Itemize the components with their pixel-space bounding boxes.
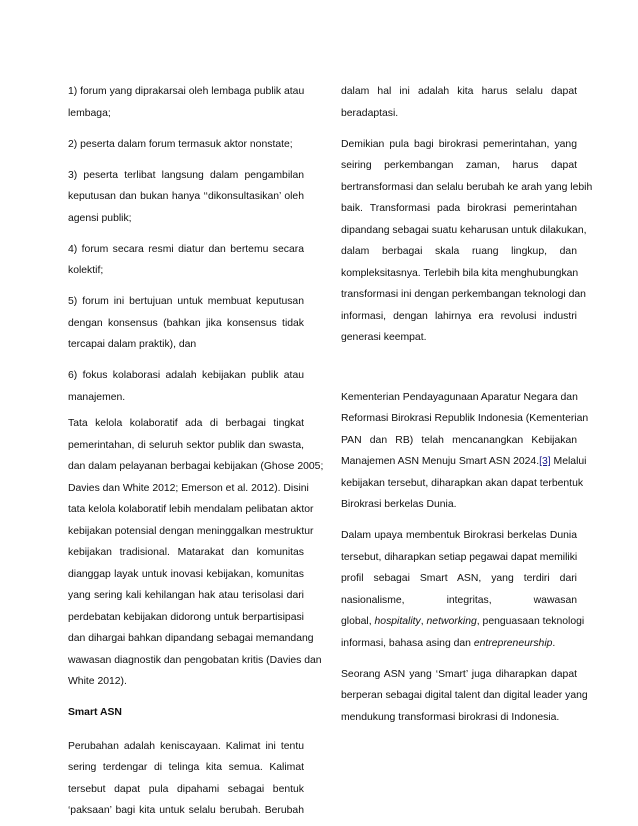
text-line: agensi publik;: [68, 212, 132, 224]
text-line: baik. Transformasi pada birokrasi pemerintahan: [341, 203, 577, 214]
paragraph-smart-asn: [341, 664, 588, 729]
text-line: kompleksitasnya. Terlebih bila kita menghubungkan: [341, 267, 579, 279]
text-line: dalam berbagai skala ruang lingkup, dan: [341, 246, 577, 257]
text-line: manajemen.: [68, 391, 126, 403]
text-line: White 2012).: [68, 676, 127, 687]
text-segment: Manajemen ASN Menuju Smart ASN 2024.: [341, 456, 540, 467]
text-line: kebijakan potensial dengan meninggalkan mestruktur: [68, 525, 314, 537]
text-line: mendukung transformasi birokrasi di Indonesia.: [341, 711, 560, 723]
text-line: Dalam upaya membentuk Birokrasi berkelas Dunia: [341, 530, 577, 541]
list-item-6: [68, 365, 304, 408]
text-line: Perubahan adalah keniscayaan. Kalimat ini tentu: [68, 740, 304, 752]
text-line: tersebut dapat pula dipahami sebagai bentuk: [68, 783, 304, 795]
text-line: dengan konsensus (bahkan jika konsensus tidak: [68, 317, 304, 329]
text-line: Seorang ASN yang ‘Smart’ juga diharapkan dapat: [341, 668, 577, 680]
text-line: Demikian pula bagi birokrasi pemerintahan, yang: [341, 138, 577, 150]
paragraph-bureaucracy: [341, 134, 593, 349]
text-line: ‘paksaan’ bagi kita untuk selalu berubah. Berubah: [68, 805, 304, 816]
text-line: Kementerian Pendayagunaan Aparatur Negara dan: [341, 391, 578, 403]
text-line: seiring perkembangan zaman, harus dapat: [341, 160, 577, 171]
text-line: kebijakan tersebut, diharapkan akan dapat terbentuk: [341, 477, 584, 489]
text-segment: , penguasaan teknologi: [476, 616, 585, 627]
text-line: dipandang sebagai suatu keharusan untuk dilakukan,: [341, 224, 587, 236]
reference-link[interactable]: [3]: [539, 456, 551, 467]
text-line: kolektif;: [68, 265, 104, 276]
left-column: [68, 81, 324, 822]
list-item-2: [68, 134, 304, 156]
text-line: 2) peserta dalam forum termasuk aktor nonstate;: [68, 138, 293, 150]
text-line: perdebatan kebijakan didorong untuk berpartisipasi: [68, 611, 304, 623]
text-line: 5) forum ini bertujuan untuk membuat keputusan: [68, 296, 304, 307]
text-line: wawasan diagnostik dan pengobatan kritis (Davies dan: [68, 654, 322, 666]
text-segment: global,: [341, 616, 375, 627]
text-line: nasionalisme, integritas, wawasan: [341, 594, 577, 606]
text-line: Birokrasi berkelas Dunia.: [341, 499, 457, 510]
text-line: sering terdengar di telinga kita semua. Kalimat: [68, 762, 304, 773]
text-line: bertransformasi dan selalu berubah ke arah yang lebih: [341, 181, 593, 193]
text-segment: .: [552, 637, 556, 649]
text-line: informasi, dengan lahirnya era revolusi industri: [341, 310, 577, 322]
text-line: [341, 451, 587, 473]
text-line: tata kelola kolaboratif lebih mendalam pelibatan aktor: [68, 504, 314, 515]
right-column: [341, 81, 593, 728]
text-segment-italic: hospitality: [374, 616, 421, 627]
text-line: Davies dan White 2012; Emerson et al. 2012). Disini: [68, 482, 309, 494]
text-line: profil sebagai Smart ASN, yang terdiri dari: [341, 573, 577, 584]
list-item-4: [68, 239, 304, 282]
text-line: 4) forum secara resmi diatur dan bertemu secara: [68, 243, 304, 255]
text-line: berperan sebagai digital talent dan digital leader yang: [341, 690, 588, 701]
text-line: yang sering kali kehilangan hak atau terisolasi dari: [68, 590, 304, 601]
paragraph-effort: [341, 525, 585, 654]
text-line: Reformasi Birokrasi Republik Indonesia (Kementerian: [341, 413, 589, 424]
text-line: 6) fokus kolaborasi adalah kebijakan publik atau: [68, 370, 304, 381]
text-segment: informasi, bahasa asing dan: [341, 637, 474, 649]
paragraph-continuation: [341, 81, 577, 124]
text-line: dalam hal ini adalah kita harus selalu dapat: [341, 86, 577, 97]
paragraph-collaborative-governance: [68, 413, 324, 693]
text-line: dianggap layak untuk inovasi kebijakan, komunitas: [68, 568, 304, 580]
paragraph-change: [68, 736, 304, 822]
text-line: tercapai dalam praktik), dan: [68, 339, 197, 350]
text-segment: Melalui: [550, 456, 587, 467]
text-line: dan dalam pelayanan berbagai kebijakan (Ghose 2005;: [68, 461, 324, 472]
text-line: Tata kelola kolaboratif ada di berbagai tingkat: [68, 418, 304, 429]
text-line: dan dihargai bahkan dipandang sebagai memandang: [68, 633, 314, 644]
text-line: 3) peserta terlibat langsung dalam pengambilan: [68, 169, 304, 181]
text-line: lembaga;: [68, 107, 111, 119]
text-line: generasi keempat.: [341, 332, 427, 343]
list-item-3: [68, 165, 304, 230]
text-segment-italic: entrepreneurship: [473, 637, 553, 649]
paragraph-ministry: [341, 387, 589, 516]
text-line: tersebut, diharapkan setiap pegawai dapat memiliki: [341, 551, 578, 563]
text-segment: ,: [420, 616, 427, 627]
text-line: [341, 633, 577, 655]
text-segment-italic: networking: [426, 616, 477, 627]
text-line: PAN dan RB) telah mencanangkan Kebijakan: [341, 434, 577, 446]
text-line: keputusan dan bukan hanya ‘‘dikonsultasikan’ oleh: [68, 191, 304, 202]
text-line: 1) forum yang diprakarsai oleh lembaga publik atau: [68, 86, 305, 97]
text-line: transformasi ini dengan perkembangan teknologi dan: [341, 289, 586, 300]
text-line: pemerintahan, di seluruh sektor publik dan swasta,: [68, 439, 304, 451]
text-line: kebijakan tradisional. Matarakat dan komunitas: [68, 547, 304, 558]
text-line: beradaptasi.: [341, 107, 399, 119]
section-heading-smart-asn: Smart ASN: [68, 707, 122, 718]
list-item-5: [68, 291, 304, 356]
text-line: [341, 611, 585, 633]
list-item-1: [68, 81, 304, 124]
